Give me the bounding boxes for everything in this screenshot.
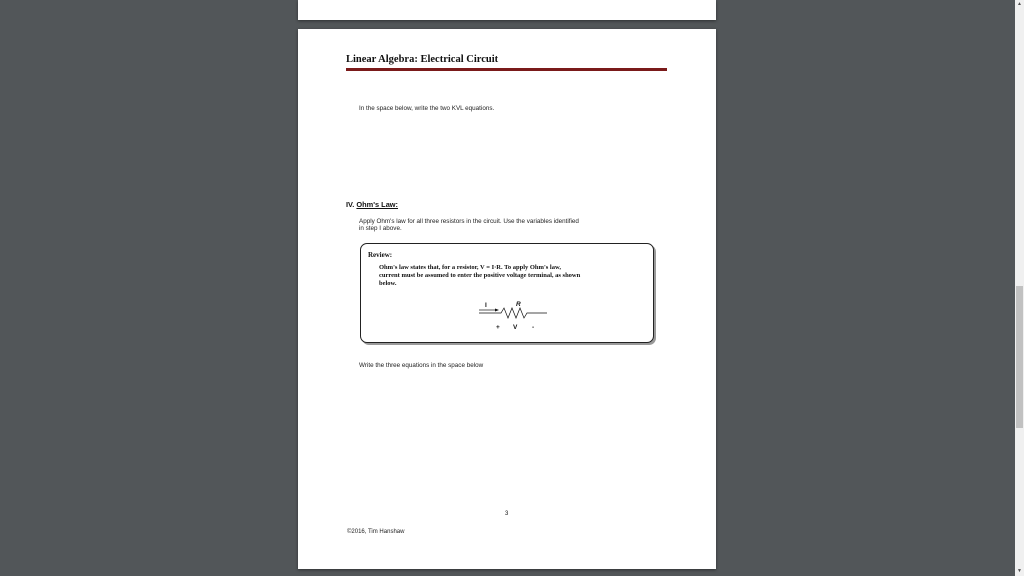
write-instruction: Write the three equations in the space below	[359, 362, 484, 369]
scroll-up-icon[interactable]: ▲	[1017, 1, 1022, 7]
vertical-scrollbar[interactable]	[1015, 0, 1024, 576]
section-title: Ohm's Law:	[356, 200, 399, 209]
previous-page	[298, 0, 716, 20]
section-heading	[346, 200, 398, 209]
copyright: ©2016, Tim Hanshaw	[347, 529, 405, 535]
review-line1: Ohm's law states that, for a resistor, V = I·R. To apply Ohm's law,	[379, 264, 561, 271]
resistor-diagram	[477, 297, 557, 335]
current-label: I	[485, 302, 487, 309]
review-label: Review:	[368, 251, 393, 259]
review-line2: current must be assumed to enter the positive voltage terminal, as shown	[379, 272, 581, 280]
scroll-down-icon[interactable]: ▼	[1017, 568, 1022, 574]
current-arrow-icon	[495, 309, 499, 312]
document-title: Linear Algebra: Electrical Circuit	[346, 54, 499, 65]
resistor-icon	[479, 308, 547, 318]
review-line3: below.	[379, 280, 397, 288]
document-page	[298, 29, 716, 569]
section-instruction-line1: Apply Ohm's law for all three resistors in the circuit. Use the variables identified	[359, 218, 579, 225]
review-text	[379, 264, 641, 289]
scroll-thumb[interactable]	[1016, 286, 1023, 428]
plus-terminal-label: +	[496, 324, 500, 331]
resistor-label: R	[516, 301, 521, 308]
title-underline	[346, 68, 667, 71]
page-number: 3	[505, 511, 509, 517]
voltage-label: V	[513, 324, 518, 331]
minus-terminal-label: -	[532, 324, 535, 331]
section-instruction-line2: in step I above.	[359, 225, 402, 232]
review-box	[360, 243, 654, 343]
section-number: IV.	[346, 200, 355, 209]
kvl-instruction: In the space below, write the two KVL equations.	[359, 105, 495, 112]
